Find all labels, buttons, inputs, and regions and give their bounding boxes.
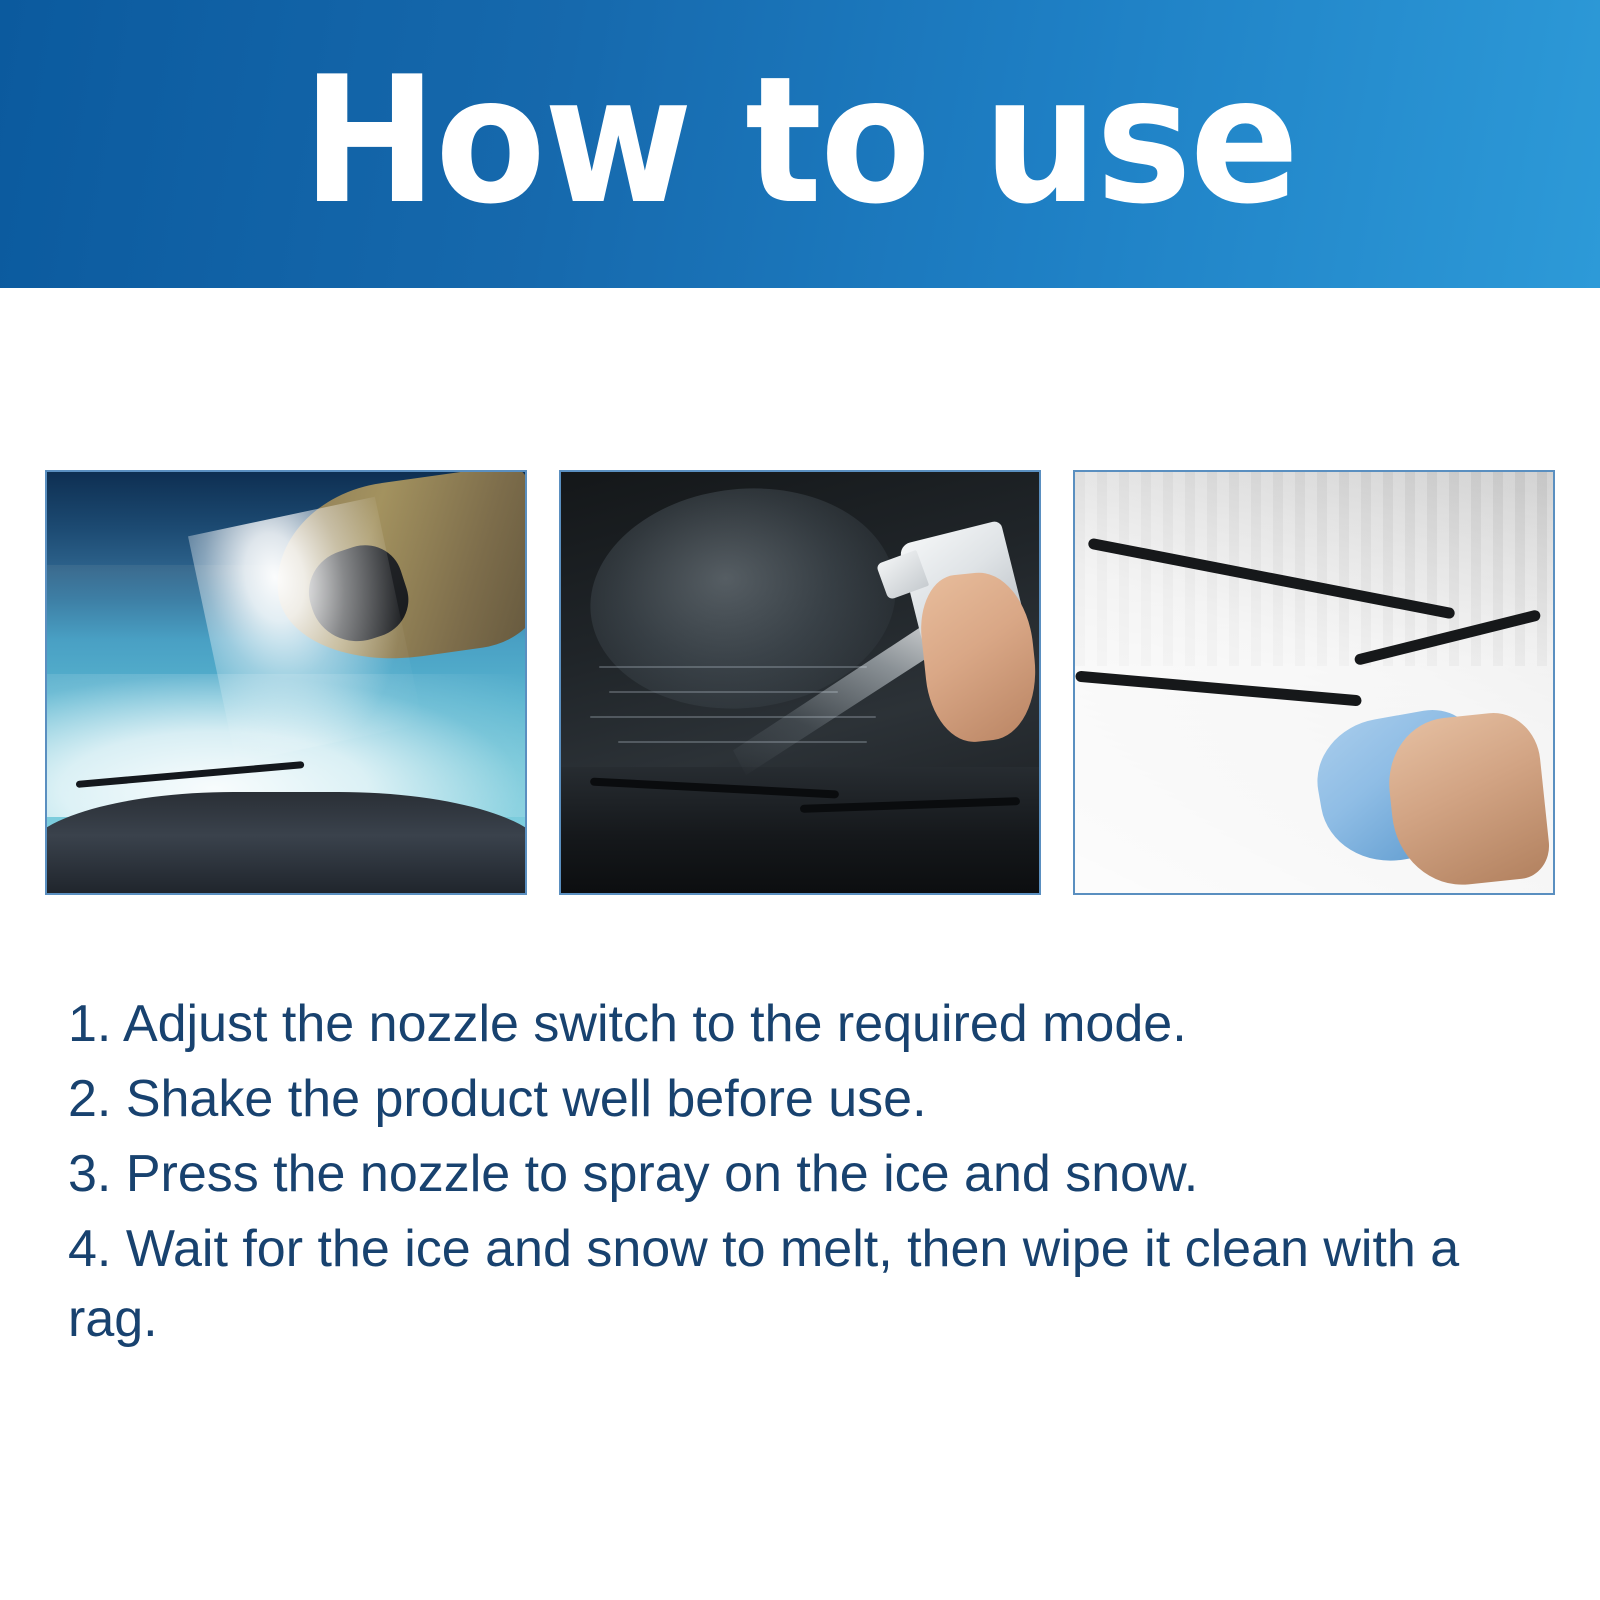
page-title: How to use [302, 39, 1298, 243]
photo-row [45, 470, 1555, 895]
hand [916, 568, 1041, 747]
header-banner [0, 0, 1600, 288]
instruction-step-1: 1. Adjust the nozzle switch to the required mode. [68, 995, 1187, 1053]
ice-streak [599, 666, 867, 668]
photo-spraying-deicer [559, 470, 1041, 895]
instruction-step-4: 4. Wait for the ice and snow to melt, then wipe it clean with a rag. [68, 1220, 1474, 1348]
instruction-step-3: 3. Press the nozzle to spray on the ice and snow. [68, 1145, 1199, 1204]
instruction-step-2: 2. Shake the product well before use. [68, 1070, 927, 1129]
ice-streak [618, 741, 867, 743]
instruction-list [68, 990, 1528, 1360]
photo-brushing-snow [45, 470, 527, 895]
photo-wiping-clean [1073, 470, 1555, 895]
car-hood [45, 792, 527, 895]
ice-streak [609, 691, 838, 693]
